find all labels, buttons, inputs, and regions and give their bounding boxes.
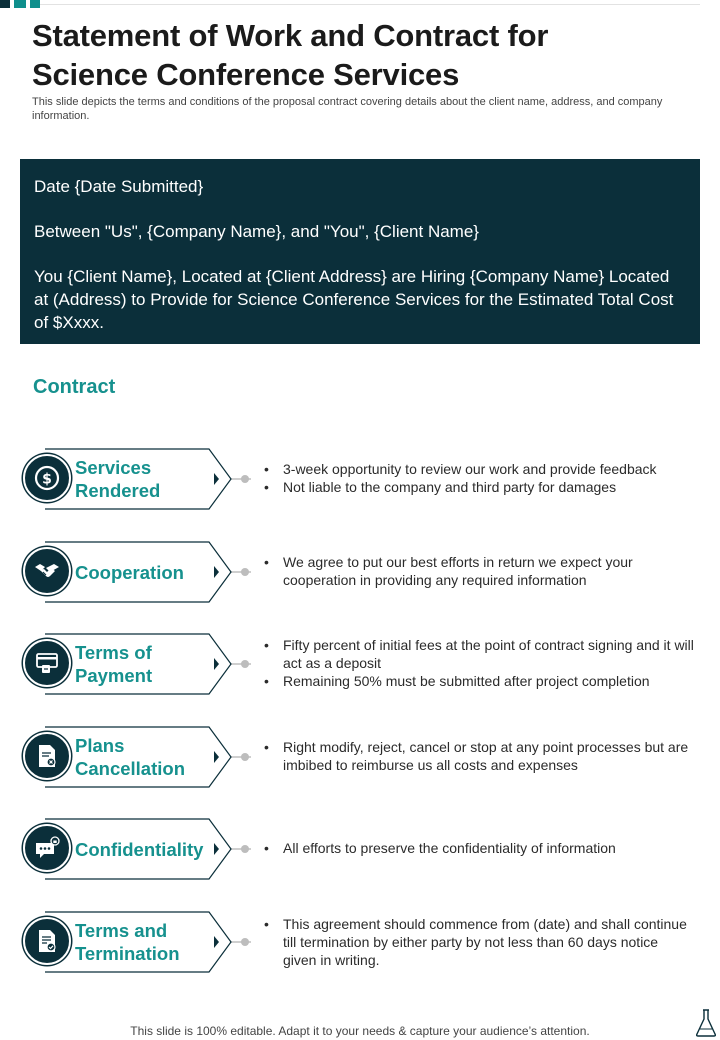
services-rendered-bullets (264, 460, 694, 496)
terms-of-payment-label: Terms of Payment (75, 642, 153, 686)
contract-summary-banner (20, 159, 700, 344)
terms-and-termination-bullets (264, 915, 694, 969)
banner-parties: Between "Us", {Company Name}, and "You", {Client Name} (34, 222, 479, 241)
connector-dot (241, 568, 249, 576)
flask-icon (695, 1008, 717, 1038)
contract-item-cooperation (0, 543, 720, 613)
cooperation-tag (44, 541, 232, 603)
dollar-icon (32, 463, 62, 493)
connector-dot (241, 475, 249, 483)
terms-and-termination-label: Terms and Termination (75, 920, 180, 964)
document-cancel-icon (32, 741, 62, 771)
terms-of-payment-tag (44, 633, 232, 695)
contract-item-terms-of-payment (0, 635, 720, 705)
confidentiality-bullets (264, 839, 694, 857)
services-rendered-badge (23, 454, 71, 502)
contract-heading: Contract (33, 376, 116, 398)
top-divider (40, 4, 700, 5)
deco-block (14, 0, 26, 8)
list-item: • 3-week opportunity to review our work and provide feedback (264, 460, 694, 478)
list-item: • Remaining 50% must be submitted after project completion (264, 672, 694, 690)
contract-item-confidentiality (0, 820, 720, 890)
cooperation-label: Cooperation (75, 561, 184, 583)
connector-dot (241, 845, 249, 853)
connector-dot (241, 753, 249, 761)
connector-dot (241, 660, 249, 668)
services-rendered-label: Services Rendered (75, 457, 161, 501)
banner-description: You {Client Name}, Located at {Client Address} are Hiring {Company Name} Located at (Address) to Provide for Science Conference Services for the Estimated Total Cost of $Xxxx. (34, 267, 674, 332)
banner-date: Date {Date Submitted} (34, 177, 204, 196)
confidentiality-label: Confidentiality (75, 838, 204, 860)
handshake-icon (32, 556, 62, 586)
contract-item-terms-and-termination (0, 913, 720, 983)
cooperation-badge (23, 547, 71, 595)
terms-and-termination-tag (44, 911, 232, 973)
deco-block (0, 0, 10, 8)
list-item: • Not liable to the company and third party for damages (264, 478, 694, 496)
list-item: • Right modify, reject, cancel or stop at any point processes but are imbibed to reimburse us all costs and expenses (264, 738, 694, 774)
payment-card-icon (32, 648, 62, 678)
list-item: • Fifty percent of initial fees at the point of contract signing and it will act as a deposit (264, 636, 694, 672)
cooperation-bullets (264, 553, 694, 589)
plans-cancellation-badge (23, 732, 71, 780)
svg-text:$: $ (42, 471, 52, 488)
confidentiality-tag (44, 818, 232, 880)
connector-dot (241, 938, 249, 946)
page-title: Statement of Work and Contract for Science Conference Services (32, 18, 549, 92)
contract-item-plans-cancellation (0, 728, 720, 798)
services-rendered-tag (44, 448, 232, 510)
plans-cancellation-label: Plans Cancellation (75, 735, 185, 779)
confidentiality-badge (23, 824, 71, 872)
plans-cancellation-bullets (264, 738, 694, 774)
contract-item-services-rendered (0, 450, 720, 520)
list-item: • This agreement should commence from (date) and shall continue till termination by either party by not less than 60 days notice given in writing. (264, 915, 694, 969)
list-item: • All efforts to preserve the confidentiality of information (264, 839, 694, 857)
secure-message-icon (32, 833, 62, 863)
footer-note: This slide is 100% editable. Adapt it to your needs & capture your audience’s attention. (130, 1024, 590, 1038)
plans-cancellation-tag (44, 726, 232, 788)
terms-of-payment-bullets (264, 636, 694, 690)
page-subtitle: This slide depicts the terms and conditions of the proposal contract covering details about the client name, address, and company information. (32, 96, 663, 122)
terms-of-payment-badge (23, 639, 71, 687)
document-check-icon (32, 926, 62, 956)
list-item: • We agree to put our best efforts in return we expect your cooperation in providing any required information (264, 553, 694, 589)
terms-and-termination-badge (23, 917, 71, 965)
deco-block (30, 0, 40, 8)
